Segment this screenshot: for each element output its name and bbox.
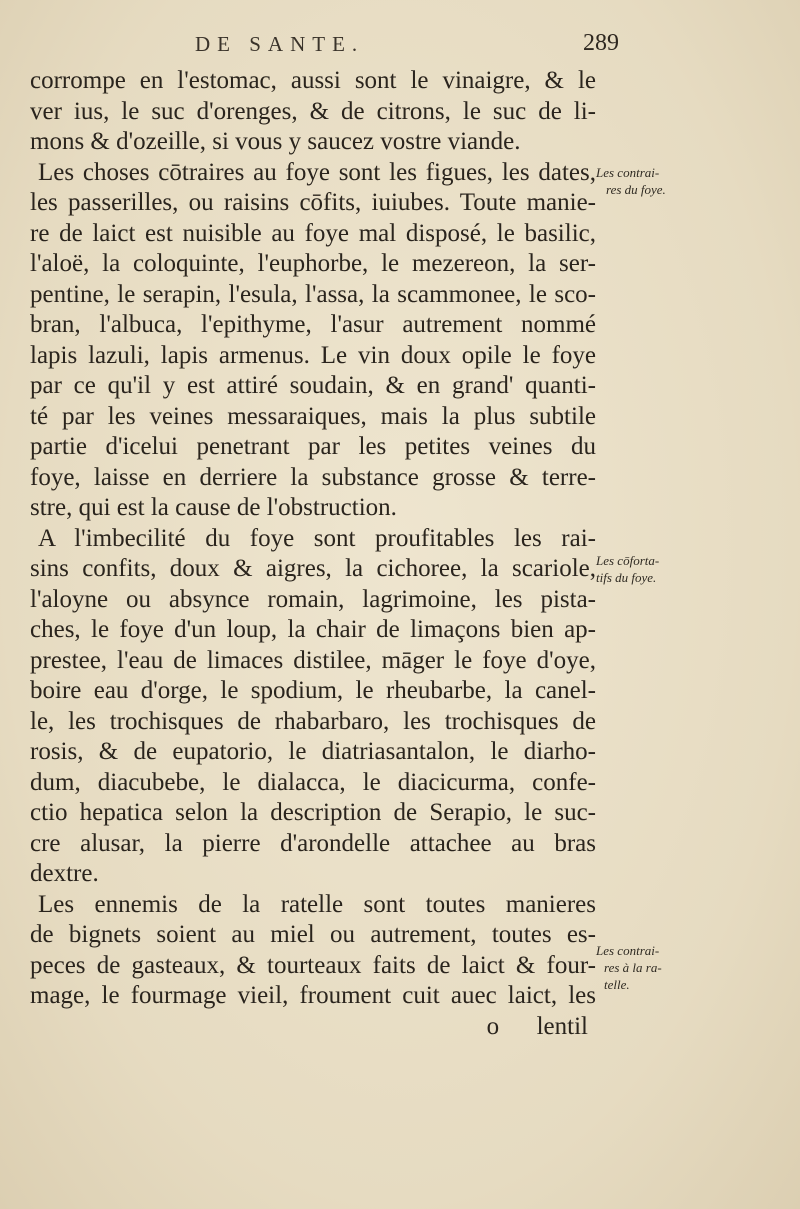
text-line: cre alusar, la pierre d'arondelle attachee au bras xyxy=(30,829,596,857)
text-line: Les choses cōtraires au foye sont les figues, les dates, xyxy=(38,158,596,186)
text-line: par ce qu'il y est attiré soudain, & en grand' quanti- xyxy=(30,372,596,399)
text-line: le, les trochisques de rhabarbaro, les trochisques de xyxy=(30,707,596,735)
text-line: prestee, l'eau de limaces distilee, māger le foye d'oye, xyxy=(30,646,596,674)
text-line: ctio hepatica selon la description de Serapio, le suc- xyxy=(30,799,596,826)
margin-note xyxy=(596,552,696,586)
text-line: foye, laisse en derriere la substance grosse & terre- xyxy=(30,463,596,491)
text-line: sins confits, doux & aigres, la cichoree, la scariole, xyxy=(30,555,596,582)
text-line: partie d'icelui penetrant par les petites veines du xyxy=(30,433,596,460)
text-line: dextre. xyxy=(30,860,99,887)
running-head: DE SANTE. xyxy=(195,32,365,56)
margin-note-line: tifs du foye. xyxy=(596,570,657,585)
text-line: lapis lazuli, lapis armenus. Le vin doux opile le foye xyxy=(30,341,596,369)
margin-note-line: res du foye. xyxy=(606,182,666,197)
text-line: A l'imbecilité du foye sont proufitables les rai- xyxy=(38,524,596,552)
text-line: bran, l'albuca, l'epithyme, l'asur autrement nommé xyxy=(30,311,596,338)
text-line: l'aloë, la coloquinte, l'euphorbe, le mezereon, la ser- xyxy=(30,250,596,277)
text-line: boire eau d'orge, le spodium, le rheubarbe, la canel- xyxy=(30,677,596,704)
text-line: pentine, le serapin, l'esula, l'assa, la scammonee, le sco- xyxy=(30,280,596,308)
catchword-line: o lentil xyxy=(486,1012,588,1040)
page-number: 289 xyxy=(583,30,619,56)
margin-note-line: telle. xyxy=(604,977,630,992)
text-line: rosis, & de eupatorio, le diatriasantalon, le diarho- xyxy=(30,738,596,765)
text-line: re de laict est nuisible au foye mal disposé, le basilic, xyxy=(30,219,596,247)
text-line: l'aloyne ou absynce romain, lagrimoine, les pista- xyxy=(30,585,596,613)
margin-note xyxy=(596,164,696,198)
margin-note-line: Les contrai- xyxy=(596,165,660,180)
text-line: stre, qui est la cause de l'obstruction. xyxy=(30,494,397,521)
text-line: ver ius, le suc d'orenges, & de citrons, le suc de li- xyxy=(30,97,596,125)
text-line: mage, le fourmage vieil, froument cuit auec laict, les xyxy=(30,982,596,1009)
text-line: ches, le foye d'un loup, la chair de limaçons bien ap- xyxy=(30,616,596,643)
text-line: dum, diacubebe, le dialacca, le diacicurma, confe- xyxy=(30,768,596,796)
text-line: mons & d'ozeille, si vous y saucez vostre viande. xyxy=(30,128,521,155)
text-line: peces de gasteaux, & tourteaux faits de laict & four- xyxy=(30,951,596,979)
text-line: de bignets soient au miel ou autrement, toutes es- xyxy=(30,921,596,948)
margin-note-line: res à la ra- xyxy=(604,960,662,975)
margin-note xyxy=(596,942,696,993)
text-line: Les ennemis de la ratelle sont toutes manieres xyxy=(38,890,596,918)
text-line: té par les veines messaraiques, mais la plus subtile xyxy=(30,402,596,430)
text-line: corrompe en l'estomac, aussi sont le vinaigre, & le xyxy=(30,67,596,94)
margin-note-line: Les cōforta- xyxy=(596,553,660,568)
body-text xyxy=(30,66,596,1042)
text-line: les passerilles, ou raisins cōfits, iuiubes. Toute manie- xyxy=(30,189,596,216)
page-header xyxy=(0,28,800,64)
margin-note-line: Les contrai- xyxy=(596,943,660,958)
